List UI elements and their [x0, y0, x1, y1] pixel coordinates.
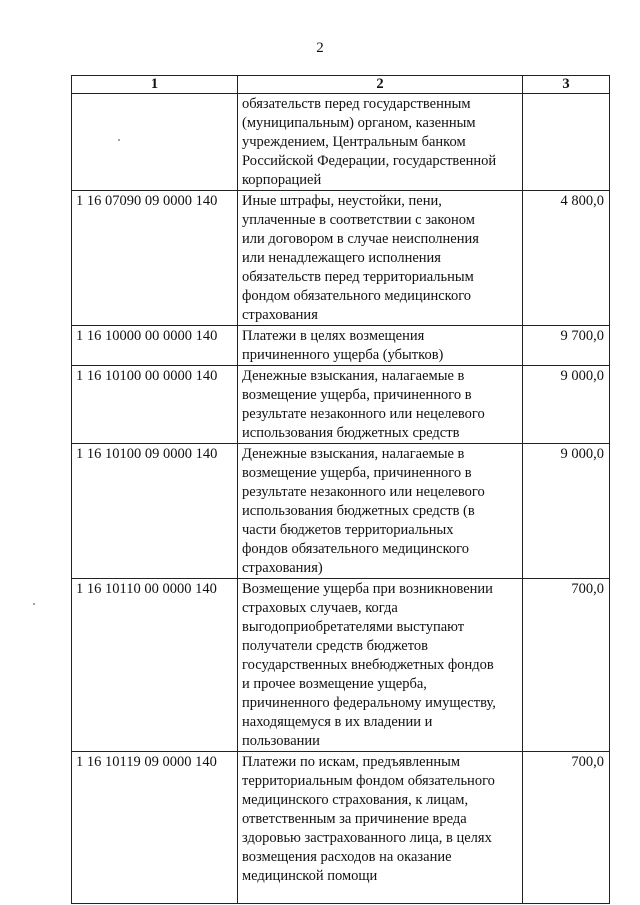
column-header-amount: 3 — [523, 76, 610, 94]
amount-cell: 9 000,0 — [523, 444, 610, 579]
revenue-name-line: медицинской помощи — [242, 868, 378, 884]
revenue-name-line: получатели средств бюджетов — [242, 638, 428, 654]
amount-cell: 4 800,0 — [523, 191, 610, 326]
amount-cell: 9 000,0 — [523, 366, 610, 444]
revenue-name-cell — [238, 752, 523, 904]
revenue-name-line: страхования — [242, 307, 318, 323]
revenue-name-line: возмещение ущерба, причиненного в — [242, 465, 472, 481]
revenue-name-line: пользовании — [242, 733, 320, 749]
revenue-name-line: возмещения расходов на оказание — [242, 849, 452, 865]
budget-code-cell: 1 16 10100 00 0000 140 — [72, 366, 238, 444]
revenue-name-line: Иные штрафы, неустойки, пени, — [242, 193, 442, 209]
budget-code-cell: 1 16 10000 00 0000 140 — [72, 326, 238, 366]
revenue-name-line: ответственным за причинение вреда — [242, 811, 467, 827]
table-row — [72, 752, 610, 904]
revenue-name-cell — [238, 444, 523, 579]
table-row — [72, 579, 610, 752]
revenue-name-line: выгодоприобретателями выступают — [242, 619, 465, 635]
revenue-name-line: корпорацией — [242, 172, 322, 188]
revenue-name-line: части бюджетов территориальных — [242, 522, 454, 538]
revenue-name-line: причиненного ущерба (убытков) — [242, 347, 444, 363]
revenue-table — [71, 75, 610, 904]
revenue-name-line: Платежи по искам, предъявленным — [242, 754, 461, 770]
table-row — [72, 444, 610, 579]
revenue-name-line: уплаченные в соответствии с законом — [242, 212, 475, 228]
revenue-name-cell — [238, 326, 523, 366]
table-header-row — [72, 76, 610, 94]
revenue-name-line: фондом обязательного медицинского — [242, 288, 472, 304]
column-header-code: 1 — [72, 76, 238, 94]
revenue-name-line: медицинского страхования, к лицам, — [242, 792, 469, 808]
revenue-name-line: и прочее возмещение ущерба, — [242, 676, 427, 692]
revenue-name-line: Платежи в целях возмещения — [242, 328, 425, 344]
budget-code-cell: 1 16 10100 09 0000 140 — [72, 444, 238, 579]
revenue-name-line: возмещение ущерба, причиненного в — [242, 387, 472, 403]
revenue-name-line: использования бюджетных средств (в — [242, 503, 475, 519]
revenue-name-line: Денежные взыскания, налагаемые в — [242, 446, 465, 462]
revenue-name-line: использования бюджетных средств — [242, 425, 460, 441]
column-header-name: 2 — [238, 76, 523, 94]
revenue-name-line: территориальным фондом обязательного — [242, 773, 495, 789]
budget-code-cell: 1 16 07090 09 0000 140 — [72, 191, 238, 326]
revenue-name-line: находящемуся в их владении и — [242, 714, 433, 730]
revenue-name-line: причиненного федеральному имуществу, — [242, 695, 496, 711]
revenue-name-line: страховых случаев, когда — [242, 600, 398, 616]
budget-code-cell: 1 16 10119 09 0000 140 — [72, 752, 238, 904]
revenue-name-line: или ненадлежащего исполнения — [242, 250, 441, 266]
revenue-name-line: или договором в случае неисполнения — [242, 231, 479, 247]
revenue-name-cell — [238, 579, 523, 752]
table-row — [72, 366, 610, 444]
revenue-name-line: результате незаконного или нецелевого — [242, 484, 485, 500]
scan-speck — [33, 603, 35, 605]
revenue-name-line: (муниципальным) органом, казенным — [242, 115, 476, 131]
revenue-name-line: обязательств перед государственным — [242, 96, 471, 112]
amount-cell: 700,0 — [523, 579, 610, 752]
page-number: 2 — [316, 40, 324, 56]
revenue-name-cell — [238, 94, 523, 191]
revenue-name-line: учреждением, Центральным банком — [242, 134, 466, 150]
revenue-name-line: государственных внебюджетных фондов — [242, 657, 494, 673]
budget-code-cell — [72, 94, 238, 191]
table-row — [72, 94, 610, 191]
revenue-name-line: результате незаконного или нецелевого — [242, 406, 485, 422]
revenue-name-line: Возмещение ущерба при возникновении — [242, 581, 493, 597]
revenue-name-cell — [238, 191, 523, 326]
revenue-name-line: здоровью застрахованного лица, в целях — [242, 830, 492, 846]
revenue-name-cell — [238, 366, 523, 444]
revenue-name-line: Денежные взыскания, налагаемые в — [242, 368, 465, 384]
revenue-name-line: Российской Федерации, государственной — [242, 153, 497, 169]
amount-cell: 700,0 — [523, 752, 610, 904]
amount-cell — [523, 94, 610, 191]
budget-code-cell: 1 16 10110 00 0000 140 — [72, 579, 238, 752]
revenue-name-line: страхования) — [242, 560, 323, 576]
amount-cell: 9 700,0 — [523, 326, 610, 366]
table-row — [72, 191, 610, 326]
revenue-name-line: обязательств перед территориальным — [242, 269, 474, 285]
revenue-name-line: фондов обязательного медицинского — [242, 541, 469, 557]
table-row — [72, 326, 610, 366]
